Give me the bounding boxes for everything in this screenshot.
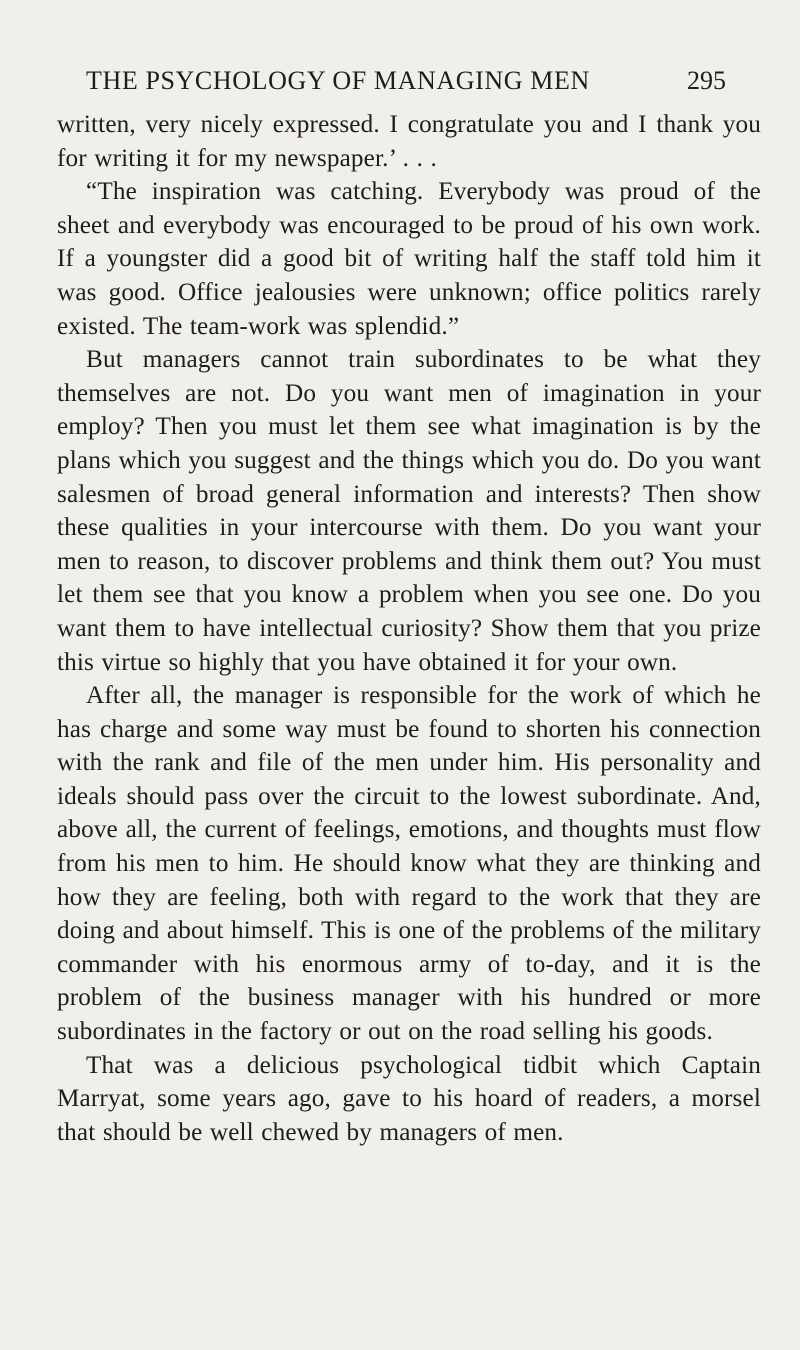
paragraph-4: After all, the manager is responsible for the work of which he has charge and some way must be found to shorten his connection with the rank and file of the men under him. His personality and ideals should pass over the circuit to the lowest subordinate. And, above all, the current of feelings, emotions, and thoughts must flow from his men to him. He should know what they are thinking and how they are feeling, both with regard to the work that they are doing and about himself. This is one of the problems of the military commander with his enormous army of to-day, and it is the problem of the business manager with his hundred or more subordinates in the factory or out on the road selling his goods. <box>57 682 761 1046</box>
paragraph-2: “The inspiration was catching. Everybody was proud of the sheet and everybody was encouraged to be proud of his own work. If a youngster did a good bit of writing half the staff told him it was good. Office jealousies were unknown; office politics rarely existed. The team-work was splendid.” <box>57 178 761 340</box>
body-text <box>57 108 761 1149</box>
running-head <box>86 64 726 98</box>
paragraph-3: But managers cannot train subordinates to be what they themselves are not. Do you want men of imagination in your employ? Then you must let them see what imagination is by the plans which you suggest and the things which you do. Do you want salesmen of broad general information and interests? Then show these qualities in your intercourse with them. Do you want your men to reason, to discover problems and think them out? You must let them see that you know a problem when you see one. Do you want them to have intellectual curiosity? Show them that you prize this virtue so highly that you have obtained it for your own. <box>57 346 761 676</box>
running-head-title: THE PSYCHOLOGY OF MANAGING MEN <box>86 66 590 95</box>
paragraph-5: That was a delicious psychological tidbit which Captain Marryat, some years ago, gave to his hoard of readers, a morsel that should be well chewed by managers of men. <box>57 1051 761 1146</box>
page-number: 295 <box>687 66 726 95</box>
paragraph-1: written, very nicely expressed. I congratulate you and I thank you for writing it for my newspaper.’ . . . <box>57 111 761 172</box>
